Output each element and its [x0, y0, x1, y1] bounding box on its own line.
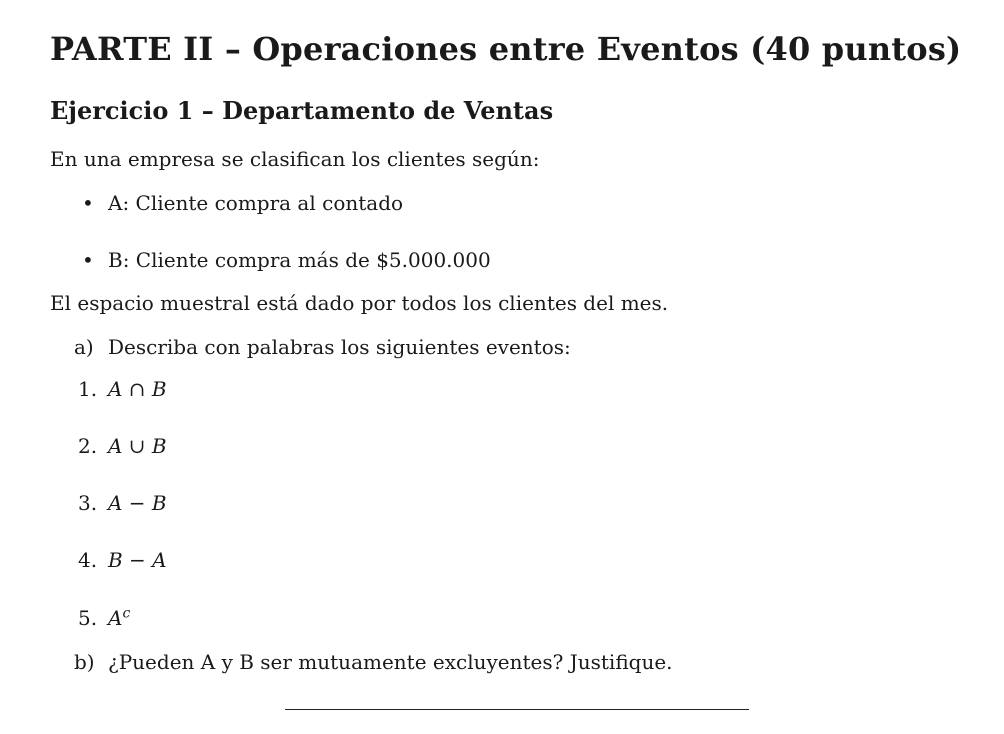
- event-number: 4.: [78, 548, 98, 572]
- complement-base: A: [108, 605, 123, 630]
- bullet-text: A: Cliente compra al contado: [108, 191, 404, 215]
- bullet-icon: •: [82, 248, 94, 272]
- intro-text: En una empresa se clasifican los clientes según:: [50, 147, 540, 171]
- exercise-title: Ejercicio 1 – Departamento de Ventas: [50, 96, 554, 125]
- question-a-text: Describa con palabras los siguientes eventos:: [108, 335, 571, 359]
- event-item-2: [78, 434, 167, 458]
- bullet-icon: •: [82, 191, 94, 215]
- event-number: 1.: [78, 377, 98, 401]
- bullet-item-a: [82, 191, 403, 215]
- bullet-item-b: [82, 248, 491, 272]
- event-item-5: [78, 605, 130, 630]
- complement-superscript: c: [122, 605, 131, 621]
- question-b-label: b): [74, 650, 95, 674]
- event-number: 2.: [78, 434, 98, 458]
- event-expression: A ∪ B: [108, 434, 167, 458]
- event-number: 5.: [78, 605, 98, 630]
- event-item-1: [78, 377, 167, 401]
- event-expression: A − B: [108, 491, 167, 515]
- question-b-text: ¿Pueden A y B ser mutuamente excluyentes? Justifique.: [108, 650, 673, 674]
- sample-space-text: El espacio muestral está dado por todos los clientes del mes.: [50, 291, 669, 315]
- question-a: [74, 335, 571, 359]
- event-item-3: [78, 491, 167, 515]
- question-b: [74, 650, 673, 674]
- event-item-4: [78, 548, 167, 572]
- answer-line: [285, 709, 749, 710]
- question-a-label: a): [74, 335, 94, 359]
- event-expression: [108, 606, 130, 630]
- event-number: 3.: [78, 491, 98, 515]
- bullet-text: B: Cliente compra más de $5.000.000: [108, 248, 491, 272]
- part-title: PARTE II – Operaciones entre Eventos (40 puntos): [50, 30, 962, 68]
- event-expression: A ∩ B: [108, 377, 167, 401]
- event-expression: B − A: [108, 548, 167, 572]
